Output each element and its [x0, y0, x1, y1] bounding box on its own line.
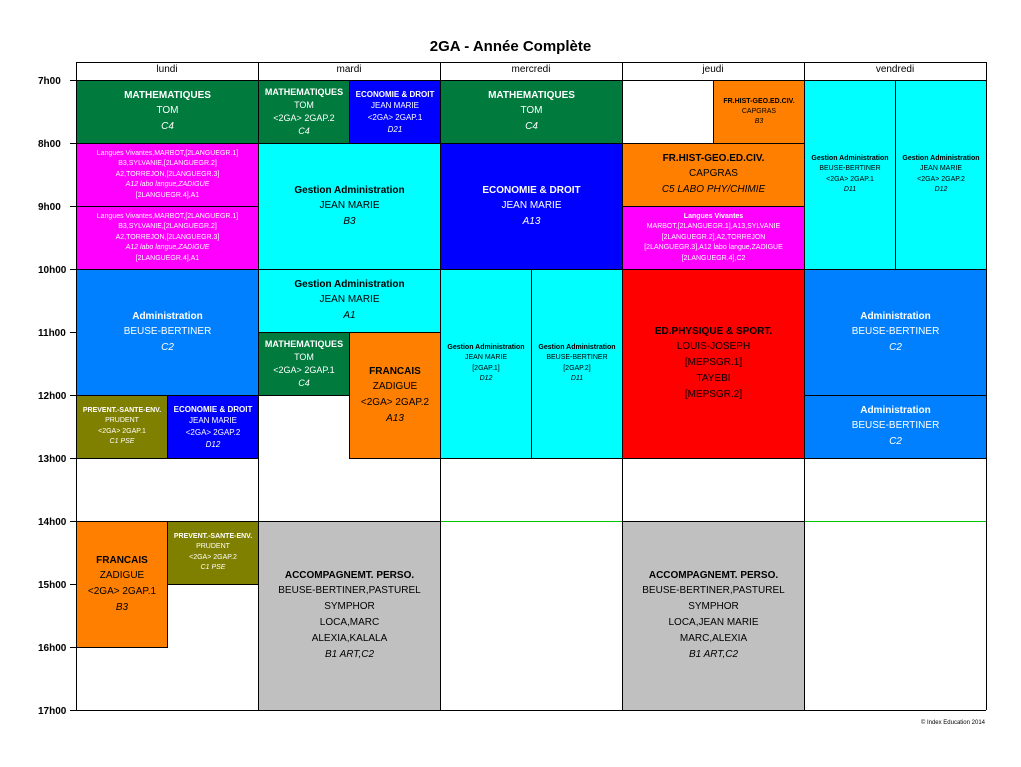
course-room: A13: [522, 215, 541, 227]
course-block[interactable]: [258, 269, 441, 333]
course-subject: ECONOMIE & DROIT: [355, 89, 435, 99]
course-detail: CAPGRAS: [741, 107, 777, 115]
course-block[interactable]: [622, 521, 805, 711]
course-room: C1 PSE: [200, 564, 226, 572]
course-block[interactable]: [804, 80, 896, 270]
course-subject: Gestion Administration: [902, 155, 980, 163]
course-detail: PRUDENT: [105, 417, 139, 425]
course-subject: ECONOMIE & DROIT: [173, 404, 253, 414]
course-detail: ZADIGUE: [99, 569, 145, 581]
course-subject: FRANCAIS: [369, 365, 421, 377]
course-subject: ED.PHYSIQUE & SPORT.: [654, 326, 773, 337]
course-subject: Administration: [860, 405, 931, 416]
page-title: 2GA - Année Complète: [429, 38, 592, 55]
course-detail: [2LANGUEGR.4],A1: [135, 191, 200, 199]
course-block[interactable]: [804, 269, 987, 396]
course-block[interactable]: [713, 80, 805, 144]
course-room: C4: [298, 126, 310, 136]
course-detail: [2LANGUEGR.4],C2: [681, 254, 746, 262]
course-block[interactable]: [167, 395, 259, 459]
course-detail: BEUSE-BERTINER: [546, 354, 608, 362]
day-header-mardi: mardi: [336, 64, 362, 75]
course-detail: ALEXIA,KALALA: [311, 633, 388, 644]
course-subject: PREVENT.-SANTE-ENV.: [82, 407, 162, 415]
course-detail: JEAN MARIE: [188, 415, 237, 425]
hour-label: 12h00: [38, 391, 67, 402]
course-room: C4: [525, 121, 538, 132]
course-detail: <2GA> 2GAP.2: [360, 396, 430, 408]
hour-label: 7h00: [38, 76, 61, 87]
course-detail: <2GA> 2GAP.2: [185, 427, 241, 437]
course-detail: <2GA> 2GAP.2: [189, 553, 237, 561]
course-detail: [2GAP.2]: [563, 364, 591, 372]
course-block[interactable]: [895, 80, 987, 270]
course-block[interactable]: [349, 80, 441, 144]
course-block[interactable]: [622, 143, 805, 207]
course-block[interactable]: [804, 395, 987, 459]
course-room: B1 ART,C2: [688, 649, 739, 660]
hour-label: 17h00: [38, 706, 67, 717]
course-subject: PREVENT.-SANTE-ENV.: [173, 533, 253, 541]
course-block[interactable]: [531, 269, 623, 459]
course-detail: Langues Vivantes,MARBOT,[2LANGUEGR.1]: [96, 149, 239, 157]
course-block[interactable]: [258, 143, 441, 270]
hour-label: 11h00: [38, 328, 66, 339]
course-room: B3: [343, 215, 356, 227]
course-detail: <2GA> 2GAP.2: [273, 113, 335, 123]
course-room: A12 labo langue,ZADIGUE: [125, 181, 210, 189]
course-room: B1 ART,C2: [324, 649, 375, 660]
day-header-lundi: lundi: [156, 64, 178, 75]
course-detail: LOCA,JEAN MARIE: [668, 617, 759, 628]
course-room: C5 LABO PHY/CHIMIE: [661, 184, 766, 195]
course-room: D12: [205, 439, 221, 449]
course-block[interactable]: [349, 332, 441, 459]
course-subject: Gestion Administration: [811, 155, 889, 163]
course-room: C4: [161, 121, 174, 132]
day-header-jeudi: jeudi: [702, 64, 724, 75]
course-room: A12 labo langue,ZADIGUE: [125, 244, 210, 252]
course-detail: JEAN MARIE: [370, 100, 419, 110]
hour-label: 16h00: [38, 643, 67, 654]
course-subject: FR.HIST-GEO.ED.CIV.: [723, 97, 795, 105]
course-detail: <2GA> 2GAP.1: [98, 427, 146, 435]
course-subject: MATHEMATIQUES: [264, 339, 344, 349]
course-block[interactable]: [76, 80, 259, 144]
course-subject: ACCOMPAGNEMT. PERSO.: [648, 570, 779, 581]
course-detail: TAYEBI: [696, 373, 731, 384]
course-detail: <2GA> 2GAP.2: [917, 175, 965, 183]
course-subject: Langues Vivantes: [683, 213, 744, 220]
course-block[interactable]: [258, 521, 441, 711]
course-detail: <2GA> 2GAP.1: [87, 585, 157, 597]
day-header-vendredi: vendredi: [875, 64, 915, 75]
course-detail: ZADIGUE: [372, 380, 418, 392]
course-detail: JEAN MARIE: [919, 165, 962, 173]
course-subject: MATHEMATIQUES: [488, 90, 575, 101]
course-detail: PRUDENT: [196, 543, 230, 551]
course-detail: [2LANGUEGR.2],A2,TORREJON: [661, 233, 766, 241]
course-block[interactable]: [76, 206, 259, 270]
course-room: B3: [754, 118, 764, 125]
header-top-border: [76, 62, 986, 63]
course-detail: JEAN MARIE: [319, 199, 380, 211]
course-detail: BEUSE-BERTINER: [851, 325, 940, 337]
course-subject: Administration: [860, 310, 931, 322]
hour-label: 8h00: [38, 139, 61, 150]
course-subject: MATHEMATIQUES: [264, 87, 344, 97]
course-block[interactable]: [622, 206, 805, 270]
course-subject: FR.HIST-GEO.ED.CIV.: [662, 153, 765, 164]
course-block[interactable]: [440, 80, 623, 144]
course-block[interactable]: [76, 395, 168, 459]
course-room: B3: [115, 601, 129, 613]
course-subject: Gestion Administration: [538, 344, 616, 352]
course-detail: [2GAP.1]: [472, 364, 500, 372]
course-detail: BEUSE-BERTINER: [851, 420, 940, 431]
grid-bottom-border: [76, 710, 986, 711]
course-detail: JEAN MARIE: [319, 294, 380, 305]
copyright-notice: © Index Education 2014: [920, 720, 985, 726]
hour-label: 14h00: [38, 517, 67, 528]
course-room: C2: [889, 341, 902, 353]
course-detail: <2GA> 2GAP.1: [826, 175, 874, 183]
course-block[interactable]: [258, 80, 350, 144]
course-detail: SYMPHOR: [688, 601, 739, 612]
course-detail: TOM: [294, 352, 314, 362]
course-block[interactable]: [622, 269, 805, 459]
course-detail: CAPGRAS: [689, 168, 738, 179]
course-subject: Gestion Administration: [294, 184, 405, 196]
course-detail: BEUSE-BERTINER: [819, 165, 881, 173]
course-detail: B3,SYLVANIE,[2LANGUEGR.2]: [118, 160, 217, 168]
course-room: C2: [889, 436, 902, 447]
course-detail: BEUSE-BERTINER,PASTUREL: [642, 585, 785, 596]
day-header-mercredi: mercredi: [511, 64, 551, 75]
course-detail: [MEPSGR.2]: [684, 389, 743, 400]
course-subject: MATHEMATIQUES: [124, 90, 211, 101]
course-detail: JEAN MARIE: [464, 354, 507, 362]
course-room: C4: [298, 378, 310, 388]
course-subject: Gestion Administration: [294, 279, 405, 290]
course-detail: TOM: [156, 105, 179, 116]
course-block[interactable]: [167, 521, 259, 585]
course-block[interactable]: [76, 269, 259, 396]
course-subject: Gestion Administration: [447, 344, 525, 352]
course-detail: LOCA,MARC: [319, 617, 380, 628]
course-room: D12: [934, 186, 948, 194]
hour-label: 10h00: [38, 265, 67, 276]
course-detail: B3,SYLVANIE,[2LANGUEGR.2]: [118, 223, 217, 231]
course-detail: [MEPSGR.1]: [684, 357, 743, 368]
course-detail: JEAN MARIE: [501, 199, 562, 211]
course-room: C2: [161, 341, 174, 353]
hour-label: 9h00: [38, 202, 61, 213]
course-room: D11: [843, 186, 857, 194]
course-room: D11: [570, 375, 584, 383]
course-detail: TOM: [294, 100, 314, 110]
course-detail: <2GA> 2GAP.1: [367, 112, 423, 122]
course-room: C1 PSE: [109, 438, 135, 446]
course-detail: MARBOT,[2LANGUEGR.1],A13,SYLVANIE: [646, 223, 781, 230]
course-subject: FRANCAIS: [96, 554, 148, 566]
course-detail: MARC,ALEXIA: [679, 633, 748, 644]
course-detail: LOUIS-JOSEPH: [676, 341, 751, 352]
course-subject: ECONOMIE & DROIT: [482, 184, 581, 196]
course-room: D12: [479, 375, 493, 383]
course-block[interactable]: [258, 332, 350, 396]
hour-label: 13h00: [38, 454, 67, 465]
course-block[interactable]: [76, 521, 168, 648]
course-detail: A2,TORREJON,[2LANGUEGR.3]: [115, 233, 220, 241]
course-block[interactable]: [440, 269, 532, 459]
course-room: A1: [343, 310, 356, 321]
course-block[interactable]: [440, 143, 623, 270]
course-detail: <2GA> 2GAP.1: [273, 365, 335, 375]
course-room: D21: [387, 124, 403, 134]
course-detail: BEUSE-BERTINER,PASTUREL: [278, 585, 421, 596]
course-detail: [2LANGUEGR.3],A12 labo langue,ZADIGUE: [644, 244, 783, 251]
hour-label: 15h00: [38, 580, 67, 591]
course-detail: [2LANGUEGR.4],A1: [135, 254, 200, 262]
hour-tick: [70, 710, 76, 711]
course-detail: Langues Vivantes,MARBOT,[2LANGUEGR.1]: [96, 212, 239, 220]
course-detail: A2,TORREJON,[2LANGUEGR.3]: [115, 170, 220, 178]
course-detail: TOM: [520, 105, 543, 116]
course-room: A13: [386, 412, 404, 424]
course-subject: ACCOMPAGNEMT. PERSO.: [284, 570, 415, 581]
course-detail: SYMPHOR: [324, 601, 375, 612]
course-block[interactable]: [76, 143, 259, 207]
course-detail: BEUSE-BERTINER: [123, 325, 212, 337]
course-subject: Administration: [132, 310, 203, 322]
